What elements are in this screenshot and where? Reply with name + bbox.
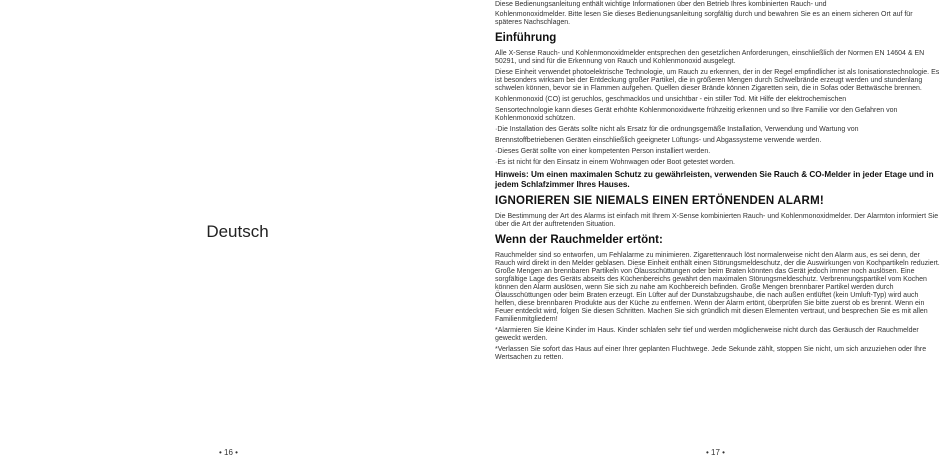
paragraph: Diese Einheit verwendet photoelektrische Technologie, um Rauch zu erkennen, der in der Regel empfindlicher ist als Ionisationstechnologie. Es ist besonders wirksam bei der Entdeckung großer Partikel, die in größeren Mengen durch Schwelbrände erzeugt werden und stundenlang schwelen können, bevor sie in Flammen aufgehen. Quellen dieser Brände können Zigaretten sein, die in Sofas oder Bettwäsche brennen. <box>495 69 940 92</box>
intro-line: Kohlenmonoxidmelder. Bitte lesen Sie dieses Bedienungsanleitung sorgfältig durch und bewahren Sie es an einem sicheren Ort auf für späteres Nachschlagen. <box>495 11 913 26</box>
paragraph: *Verlassen Sie sofort das Haus auf einer Ihrer geplanten Fluchtwege. Jede Sekunde zählt, stoppen Sie nicht, um sich anzuziehen oder Ihre Wertsachen zu retten. <box>495 346 927 361</box>
paragraph: ·Die Installation des Geräts sollte nicht als Ersatz für die ordnungsgemäße Installation, Verwendung und Wartung von <box>495 126 859 133</box>
paragraph: Sensortechnologie kann dieses Gerät erhöhte Kohlenmonoxidwerte frühzeitig erkennen und so Ihre Familie vor den Gefahren von Kohlenmonoxid schützen. <box>495 107 898 122</box>
paragraph: Brennstoffbetriebenen Geräten einschließlich geeigneter Lüftungs- und Abgassysteme verwende werden. <box>495 137 822 144</box>
paragraph: *Alarmieren Sie kleine Kinder im Haus. Kinder schlafen sehr tief und werden möglicherweise nicht durch das Geräusch der Rauchmelder geweckt werden. <box>495 327 919 342</box>
hinweis-note: Hinweis: Um einen maximalen Schutz zu gewährleisten, verwenden Sie Rauch & CO-Melder in jeder Etage und in jedem Schlafzimmer Ihres Hauses. <box>495 170 934 189</box>
paragraph: Rauchmelder sind so entworfen, um Fehlalarme zu minimieren. Zigarettenrauch löst normalerweise nicht den Alarm aus, es sei denn, der Rauch wird direkt in den Melder geblasen. Diese Einheit enthält einen Störungsmeldeschutz, der die Auswirkungen von Kochpartikeln reduziert. Große Mengen an brennbaren Partikeln von Ölausschüttungen oder beim Braten könnten das Gerät jedoch immer noch auslösen. Eine sorgfältige Lage des Geräts abseits des Küchenbereichs gewährt den maximalen Störungsmeldeschutz. Verbrennungspartikel vom Kochen können den Alarm auslösen, wenn Sie sich zu nahe am Kochbereich befinden. Große Mengen brennbarer Partikel werden durch Ölausschüttungen oder beim Braten erzeugt. Ein Lüfter auf der Dunstabzugshaube, die nach außen entlüftet (kein Umluft-Typ) wird auch helfen, diese brennbaren Produkte aus der Küche zu entfernen. Wenn der Alarm ertönt, überprüfen Sie bitte zuerst ob es brennt. Wenn ein Feuer entdeckt wird, folgen Sie diesen Schritten. Machen Sie sich gründlich mit diesen Elementen vertraut, und besprechen Sie es mit allen Familienmitgliedern! <box>495 252 940 323</box>
heading-einfuehrung: Einführung <box>495 32 557 44</box>
language-label: Deutsch <box>206 222 269 241</box>
heading-alarm-warning: IGNORIEREN SIE NIEMALS EINEN ERTÖNENDEN ALARM! <box>495 195 824 207</box>
manual-content <box>495 1 941 365</box>
paragraph: ·Dieses Gerät sollte von einer kompetenten Person installiert werden. <box>495 148 711 155</box>
heading-rauchmelder: Wenn der Rauchmelder ertönt: <box>495 234 663 246</box>
right-page <box>475 0 950 466</box>
paragraph: ·Es ist nicht für den Einsatz in einem Wohnwagen oder Boot getestet worden. <box>495 159 735 166</box>
page-number-left: • 16 • <box>219 448 238 457</box>
page-number-right: • 17 • <box>706 448 725 457</box>
intro-line: Diese Bedienungsanleitung enthält wichtige Informationen über den Betrieb Ihres kombinierten Rauch- und <box>495 1 827 8</box>
paragraph: Alle X-Sense Rauch- und Kohlenmonoxidmelder entsprechen den gesetzlichen Anforderungen, einschließlich der Normen EN 14604 & EN 50291, und sind für die Erkennung von Rauch und Kohlenmonoxid ausgelegt. <box>495 50 925 65</box>
paragraph: Die Bestimmung der Art des Alarms ist einfach mit Ihrem X-Sense kombinierten Rauch- und Kohlenmonoxidmelder. Der Alarmton informiert Sie über die Art der auftretenden Situation. <box>495 213 939 228</box>
paragraph: Kohlenmonoxid (CO) ist geruchlos, geschmacklos und unsichtbar - ein stiller Tod. Mit Hilfe der elektrochemischen <box>495 96 847 103</box>
